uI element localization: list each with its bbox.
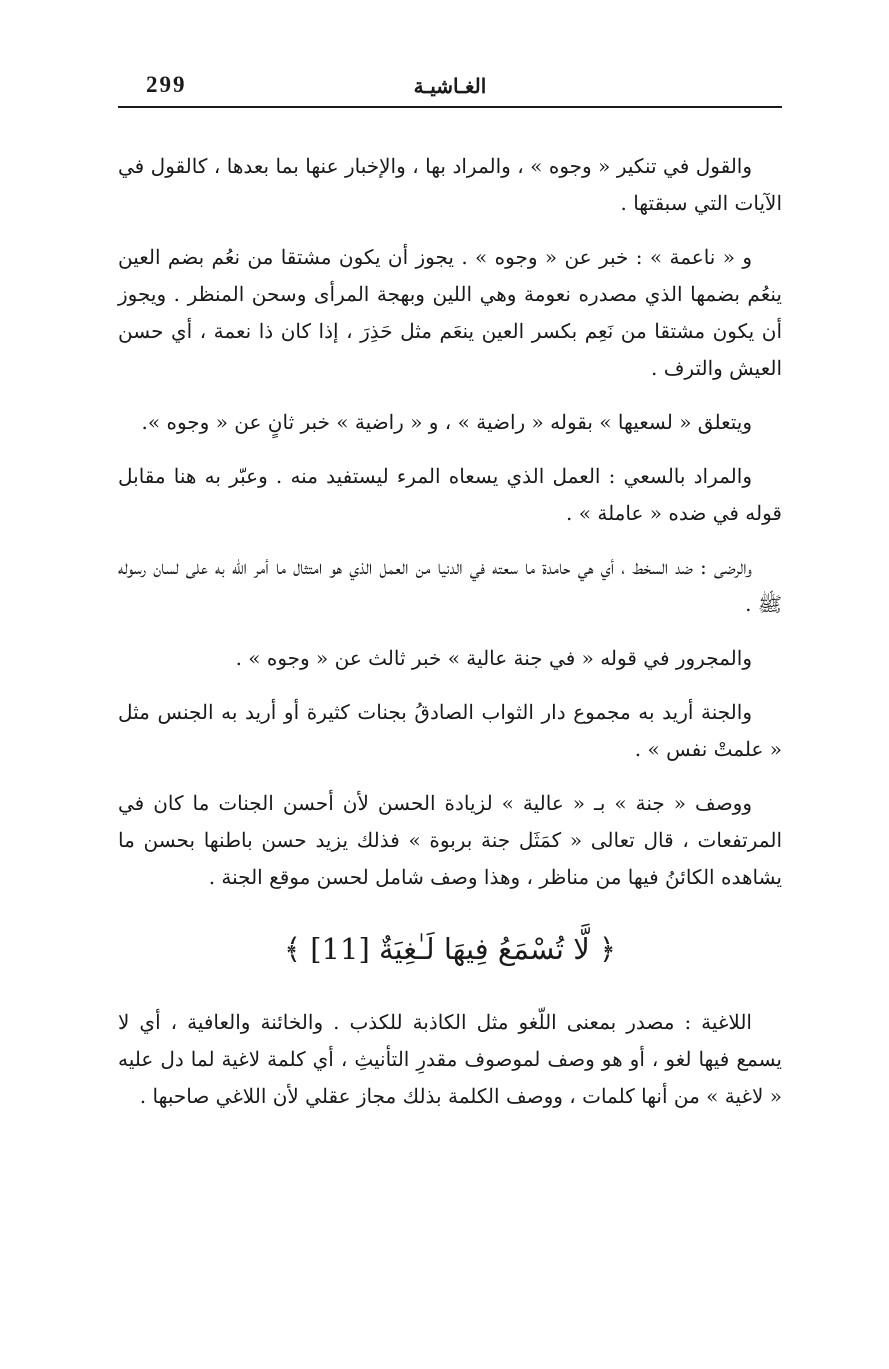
page-header: [118, 62, 782, 108]
paragraph: والقول في تنكير « وجوه » ، والمراد بها ، والإخبار عنها بما بعدها ، كالقول في الآيات التي سبقتها .: [118, 154, 782, 215]
paragraph: والرضى : ضد السخط ، أي هي حامدة ما سعته في الدنيا من العمل الذي هو امتثال ما أمر الله به على لسان رسوله ﷺ .: [118, 555, 782, 616]
running-title: الغـاشيـة: [413, 74, 487, 98]
paragraph: اللاغية : مصدر بمعنى اللّغو مثل الكاذبة للكذب . والخائنة والعافية ، أي لا يسمع فيها لغو ، أو هو وصف لموصوف مقدرِ التأنيثِ ، أي كلمة لاغية لما دل عليه « لاغية » من أنها كلمات ، ووصف الكلمة بذلك مجاز عقلي لأن اللاغي صاحبها .: [118, 1010, 782, 1108]
header-rule: [118, 106, 782, 108]
paragraph: والمراد بالسعي : العمل الذي يسعاه المرء ليستفيد منه . وعبّر به هنا مقابل قوله في ضده « عاملة » .: [118, 464, 782, 525]
paragraph: والمجرور في قوله « في جنة عالية » خبر ثالث عن « وجوه » .: [235, 646, 752, 670]
page-number: 299: [146, 72, 187, 97]
page-body: [118, 148, 782, 1132]
paragraph: ويتعلق « لسعيها » بقوله « راضية » ، و « راضية » خبر ثانٍ عن « وجوه ».: [141, 410, 752, 434]
paragraph: والجنة أريد به مجموع دار الثواب الصادقُ بجنات كثيرة أو أريد به الجنس مثل « علمتْ نفس » .: [118, 700, 782, 761]
quran-verse: ﴿ لَّا تُسْمَعُ فِيهَا لَـٰغِيَةٌ [11] ﴾: [284, 932, 616, 966]
paragraph: و « ناعمة » : خبر عن « وجوه » . يجوز أن يكون مشتقا من نعُم بضم العين ينعُم بضمها الذي مصدره نعومة وهي اللين وبهجة المرأى وسحن المنظر . ويجوز أن يكون مشتقا من نَعِم بكسر العين ينعَم مثل حَذِرَ ، إذا كان ذا نعمة ، أي حسن العيش والترف .: [118, 245, 782, 380]
paragraph: ووصف « جنة » بـ « عالية » لزيادة الحسن لأن أحسن الجنات ما كان في المرتفعات ، قال تعالى « كمَثَل جنة بربوة » فذلك يزيد حسن باطنها بحسن ما يشاهده الكائنُ فيها من مناظر ، وهذا وصف شامل لحسن موقع الجنة .: [118, 791, 782, 889]
